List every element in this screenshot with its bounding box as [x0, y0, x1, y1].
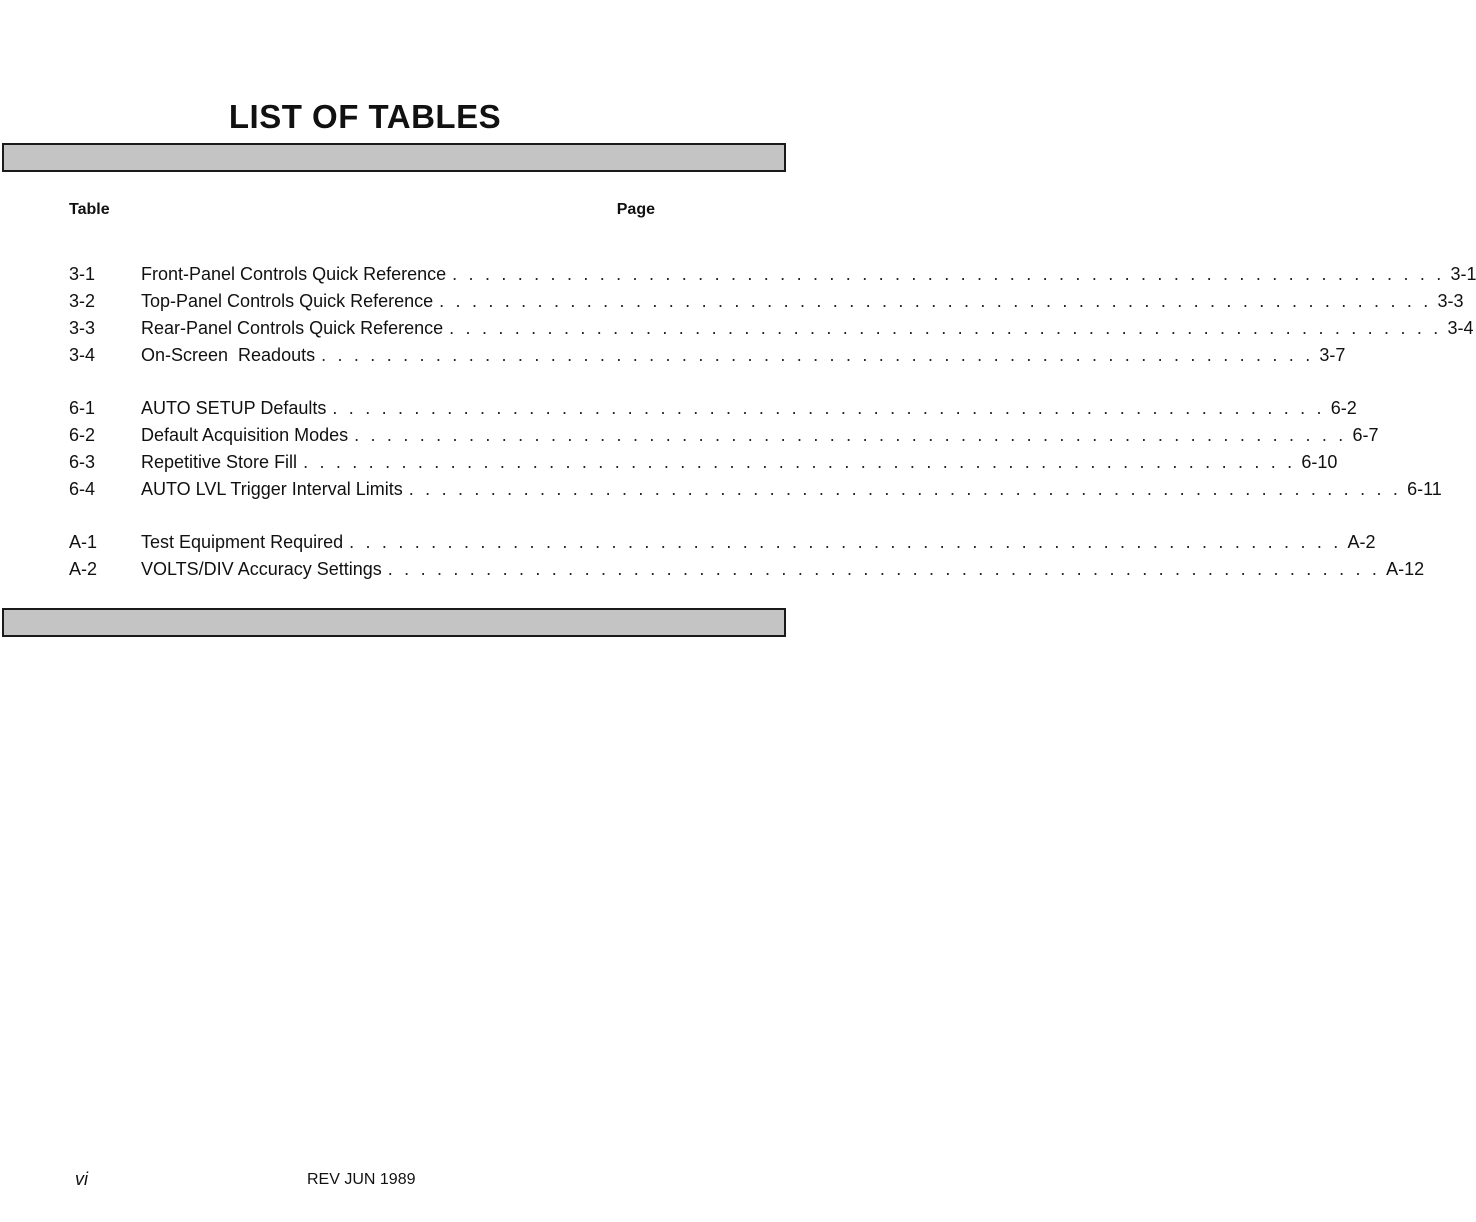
toc-entry-6-3[interactable]: [0, 449, 1338, 476]
page-reference: 6-2: [1330, 398, 1357, 418]
column-header-page: Page: [616, 201, 655, 218]
table-number: 3-1: [69, 264, 96, 284]
page-reference: 3-3: [1437, 291, 1464, 311]
table-number: 3-3: [69, 318, 96, 338]
table-number: 6-4: [69, 479, 96, 499]
page-reference: 6-11: [1407, 479, 1442, 499]
page-number: vi: [75, 1169, 88, 1189]
table-number: 6-3: [69, 452, 96, 472]
toc-entry-3-1[interactable]: [0, 261, 1476, 288]
toc-entry-6-2[interactable]: [0, 422, 1379, 449]
page-reference: 3-1: [1450, 264, 1476, 284]
page-title: LIST OF TABLES: [228, 98, 502, 135]
table-title: Default Acquisition Modes: [141, 425, 349, 445]
dot-leader: . . . . . . . . . . . . . . . . . . . . . . . . . . . . . . . . . . . . . . . . . . . . . . . . . . . . . . . . . . . . .: [349, 532, 1342, 552]
table-title: Rear-Panel Controls Quick Reference: [141, 318, 444, 338]
table-title: Repetitive Store Fill: [141, 452, 298, 472]
dot-leader: . . . . . . . . . . . . . . . . . . . . . . . . . . . . . . . . . . . . . . . . . . . . . . . . . . . . . . . . . . . . .: [303, 452, 1296, 472]
table-title: Front-Panel Controls Quick Reference: [141, 264, 447, 284]
dot-leader: . . . . . . . . . . . . . . . . . . . . . . . . . . . . . . . . . . . . . . . . . . . . . . . . . . . . . . . . . . . . .: [439, 291, 1432, 311]
table-title: On-Screen Readouts: [141, 345, 316, 365]
page-reference: 6-7: [1352, 425, 1379, 445]
dot-leader: . . . . . . . . . . . . . . . . . . . . . . . . . . . . . . . . . . . . . . . . . . . . . . . . . . . . . . . . . . . . .: [321, 345, 1314, 365]
dot-leader: . . . . . . . . . . . . . . . . . . . . . . . . . . . . . . . . . . . . . . . . . . . . . . . . . . . . . . . . . . . . .: [387, 559, 1381, 579]
page-reference: A-12: [1386, 559, 1425, 579]
table-number: 6-2: [69, 425, 96, 445]
dot-leader: . . . . . . . . . . . . . . . . . . . . . . . . . . . . . . . . . . . . . . . . . . . . . . . . . . . . . . . . . . . . .: [452, 264, 1445, 284]
table-number: A-2: [69, 559, 98, 579]
page-reference: 3-7: [1319, 345, 1346, 365]
toc-entry-3-4[interactable]: [0, 342, 1346, 369]
header-rule-bar: [2, 143, 786, 172]
toc-entry-6-1[interactable]: [0, 395, 1357, 422]
dot-leader: . . . . . . . . . . . . . . . . . . . . . . . . . . . . . . . . . . . . . . . . . . . . . . . . . . . . . . . . . . . . .: [408, 479, 1402, 499]
table-title: AUTO SETUP Defaults: [141, 398, 327, 418]
toc-entry-a-1[interactable]: [0, 529, 1376, 556]
column-header-table: Table: [69, 201, 110, 218]
table-number: A-1: [69, 532, 98, 552]
table-title: Test Equipment Required: [141, 532, 344, 552]
footer-rule-bar: [2, 608, 786, 637]
toc-entry-a-2[interactable]: [0, 556, 1425, 583]
table-number: 6-1: [69, 398, 96, 418]
page-reference: 6-10: [1301, 452, 1338, 472]
table-number: 3-2: [69, 291, 96, 311]
dot-leader: . . . . . . . . . . . . . . . . . . . . . . . . . . . . . . . . . . . . . . . . . . . . . . . . . . . . . . . . . . . . .: [354, 425, 1347, 445]
revision-date: REV JUN 1989: [307, 1171, 416, 1188]
toc-entry-3-2[interactable]: [0, 288, 1464, 315]
dot-leader: . . . . . . . . . . . . . . . . . . . . . . . . . . . . . . . . . . . . . . . . . . . . . . . . . . . . . . . . . . . . .: [449, 318, 1442, 338]
table-title: Top-Panel Controls Quick Reference: [141, 291, 434, 311]
table-title: AUTO LVL Trigger Interval Limits: [141, 479, 403, 499]
toc-entry-3-3[interactable]: [0, 315, 1474, 342]
table-number: 3-4: [69, 345, 96, 365]
dot-leader: . . . . . . . . . . . . . . . . . . . . . . . . . . . . . . . . . . . . . . . . . . . . . . . . . . . . . . . . . . . . .: [332, 398, 1325, 418]
toc-entry-6-4[interactable]: [0, 476, 1442, 503]
page-reference: 3-4: [1447, 318, 1474, 338]
table-title: VOLTS/DIV Accuracy Settings: [141, 559, 382, 579]
page-reference: A-2: [1347, 532, 1376, 552]
